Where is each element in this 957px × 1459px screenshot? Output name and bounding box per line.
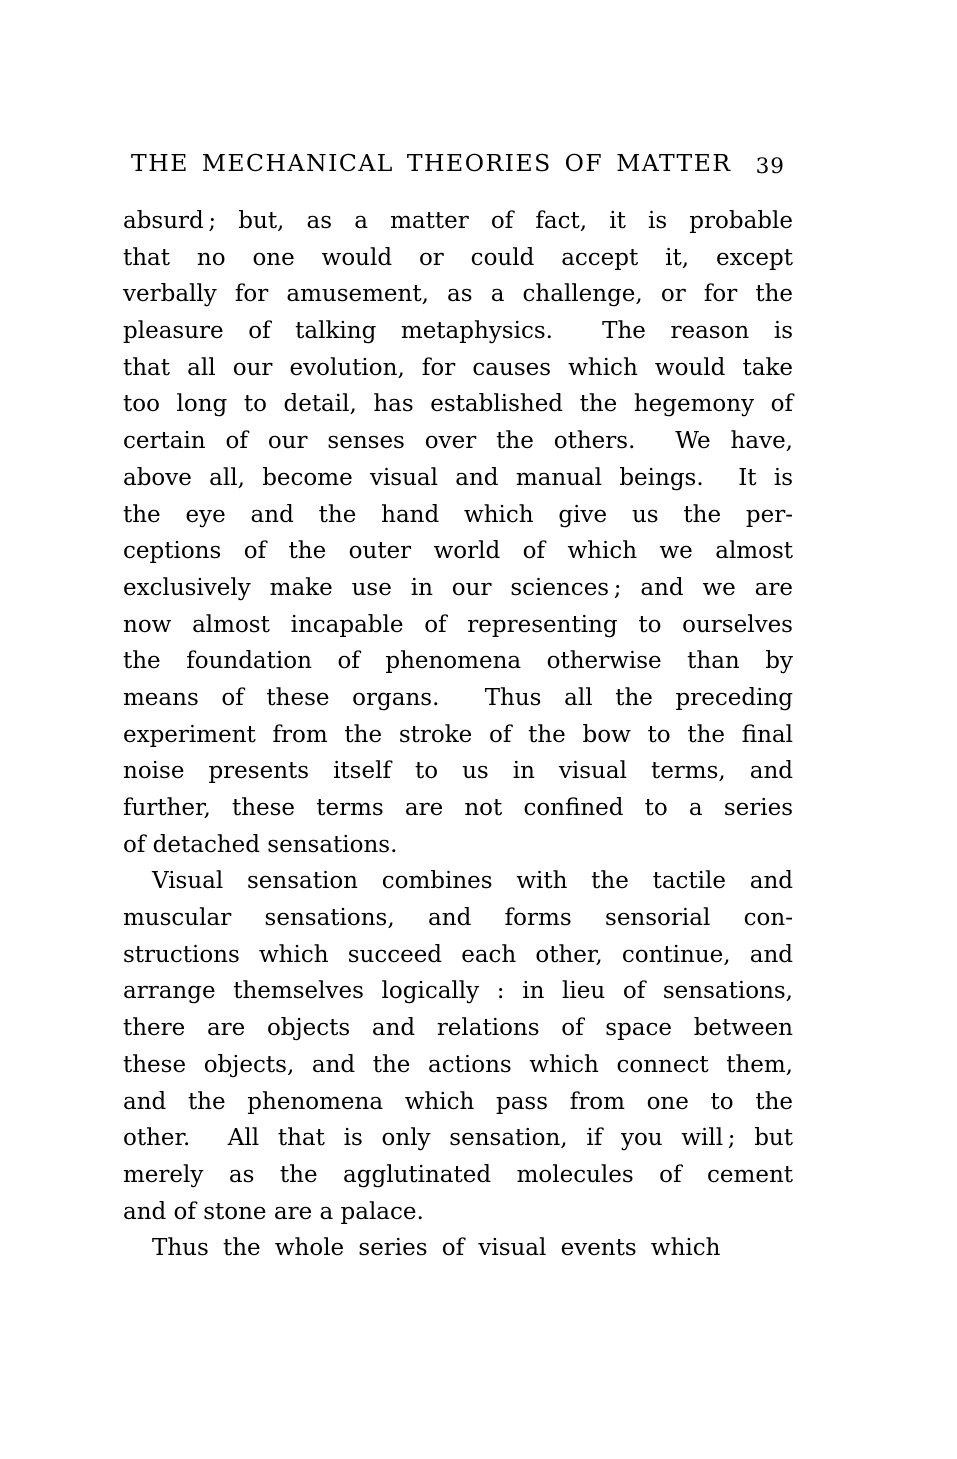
text-line: absurd ; but, as a matter of fact, it is probable (123, 208, 793, 234)
text-line: of detached sensations. (123, 831, 398, 858)
page-title: THE MECHANICAL THEORIES OF MATTER (131, 149, 732, 177)
text-line: pleasure of talking metaphysics. The reason is (123, 318, 793, 345)
text-line: means of these organs. Thus all the preceding (123, 684, 793, 711)
text-line: exclusively make use in our sciences ; and we are (123, 574, 793, 601)
text-line: that no one would or could accept it, except (123, 244, 793, 271)
text-line: and of stone are a palace. (123, 1198, 424, 1225)
text-line: and the phenomena which pass from one to the (123, 1088, 793, 1115)
text-line: Visual sensation combines with the tactile and (152, 868, 793, 895)
body-text (123, 203, 793, 1267)
text-line: the eye and the hand which give us the per- (123, 501, 793, 528)
text-line: the foundation of phenomena otherwise than by (123, 648, 793, 675)
text-line: further, these terms are not confined to a series (123, 795, 793, 821)
page-number: 39 (755, 154, 785, 179)
text-line: verbally for amusement, as a challenge, or for the (123, 281, 793, 308)
text-line: noise presents itself to us in visual terms, and (123, 758, 793, 785)
text-line: structions which succeed each other, continue, and (123, 941, 793, 968)
text-line: merely as the agglutinated molecules of cement (123, 1161, 793, 1188)
text-line: above all, become visual and manual beings. It is (123, 464, 793, 491)
text-line: now almost incapable of representing to ourselves (123, 611, 793, 638)
text-line: there are objects and relations of space between (123, 1015, 793, 1042)
text-line: experiment from the stroke of the bow to the final (123, 721, 793, 748)
text-line: Thus the whole series of visual events which (152, 1235, 721, 1262)
text-line: arrange themselves logically : in lieu of sensations, (123, 978, 793, 1005)
text-line: these objects, and the actions which connect them, (123, 1051, 793, 1078)
text-line: other. All that is only sensation, if you will ; but (123, 1125, 793, 1152)
running-head (123, 149, 793, 177)
text-line: certain of our senses over the others. We have, (123, 428, 793, 455)
text-line: too long to detail, has established the hegemony of (123, 391, 793, 418)
text-line: muscular sensations, and forms sensorial con- (123, 905, 793, 932)
text-line: that all our evolution, for causes which would take (123, 354, 793, 381)
text-line: ceptions of the outer world of which we almost (123, 538, 793, 565)
